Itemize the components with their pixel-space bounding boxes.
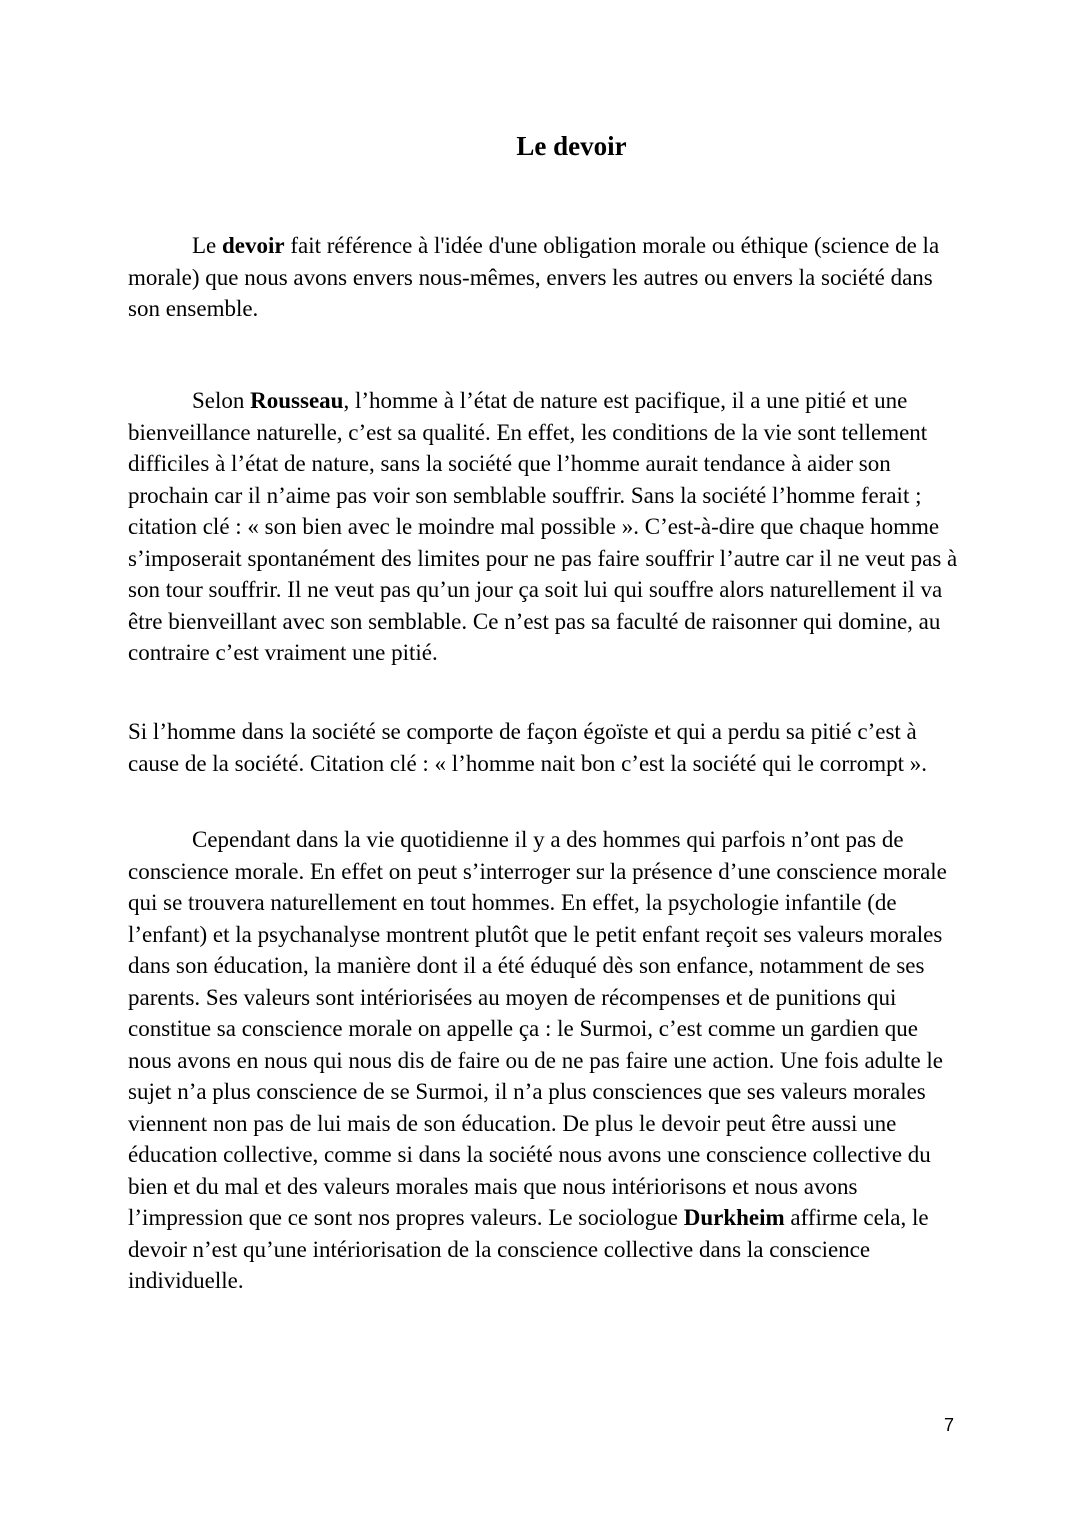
paragraph-text: , l’homme à l’état de nature est pacifique, il a une pitié et une bienveillance naturelle, c’est sa qualité. En effet, les conditions de la vie sont tellement difficiles à l’état de nature, sans la société que l’homme aurait tendance à aider son prochain car il n’aime pas voir son semblable souffrir. Sans la société l’homme ferait ; citation clé : « son bien avec le moindre mal possible ». C’est-à-dire que chaque homme s’imposerait spontanément des limites pour ne pas faire souffrir l’autre car il ne veut pas à son tour souffrir. Il ne veut pas qu’un jour ça soit lui qui souffre alors naturellement il va être bienveillant avec son semblable. Ce n’est pas sa faculté de raisonner qui domine, au contraire c’est vraiment une pitié. bbox=[128, 388, 958, 665]
paragraph-text: Si l’homme dans la société se comporte de façon égoïste et qui a perdu sa pitié c’est à cause de la société. Citation clé : « l’homme nait bon c’est la société qui le corrompt ». bbox=[128, 719, 927, 776]
bold-term-durkheim: Durkheim bbox=[683, 1205, 785, 1230]
bold-term-rousseau: Rousseau bbox=[250, 388, 344, 413]
paragraph-text: Selon bbox=[192, 388, 251, 413]
page-number: 7 bbox=[943, 1415, 954, 1435]
paragraph-text: Cependant dans la vie quotidienne il y a des hommes qui parfois n’ont pas de conscience morale. En effet on peut s’interroger sur la présence d’une conscience morale qui se trouvera naturellement en tout hommes. En effet, la psychologie infantile (de l’enfant) et la psychanalyse montrent plutôt que le petit enfant reçoit ses valeurs morales dans son éducation, la manière dont il a été éduqué dès son enfance, notamment de ses parents. Ses valeurs sont intériorisées au moyen de récompenses et de punitions qui constitue sa conscience morale on appelle ça : le Surmoi, c’est comme un gardien que nous avons en nous qui nous dis de faire ou de ne pas faire une action. Une fois adulte le sujet n’a plus conscience de se Surmoi, il n’a plus consciences que ses valeurs morales viennent non pas de lui mais de son éducation. De plus le devoir peut être aussi une éducation collective, comme si dans la société nous avons une conscience collective du bien et du mal et des valeurs morales mais que nous intériorisons et nous avons l’impression que ce sont nos propres valeurs. Le sociologue bbox=[128, 827, 947, 1230]
paragraph-conscience bbox=[128, 824, 960, 1297]
paragraph-text: fait référence à l'idée d'une obligation morale ou éthique (science de la morale) que nous avons envers nous-mêmes, envers les autres ou envers la société dans son ensemble. bbox=[128, 233, 940, 321]
paragraph-rousseau bbox=[128, 385, 960, 669]
paragraph-society bbox=[128, 716, 960, 779]
page-title: Le devoir bbox=[516, 131, 627, 161]
paragraph-text: affirme cela, le devoir n’est qu’une intériorisation de la conscience collective dans la conscience individuelle. bbox=[128, 1205, 929, 1293]
paragraph-definition bbox=[128, 230, 960, 325]
paragraph-text: Le bbox=[192, 233, 223, 258]
bold-term-devoir: devoir bbox=[222, 233, 285, 258]
